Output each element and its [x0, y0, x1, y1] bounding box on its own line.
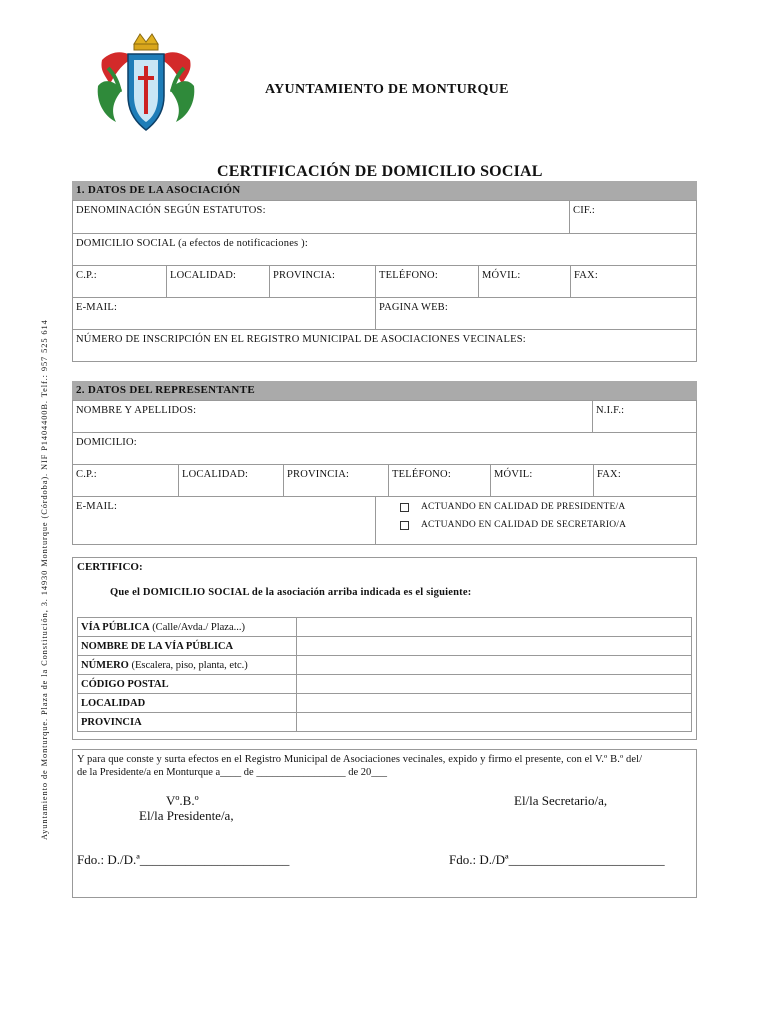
telefono-field[interactable]: TELÉFONO: — [375, 266, 478, 297]
address-label-text: VÍA PÚBLICA — [81, 621, 150, 633]
address-row — [78, 694, 692, 713]
nombre-field[interactable]: NOMBRE Y APELLIDOS: — [76, 405, 197, 416]
web-field[interactable]: PAGINA WEB: — [375, 298, 696, 329]
address-label-text: NÚMERO — [81, 659, 129, 671]
signature-presidente[interactable]: Fdo.: D./D.ª_______________________ — [77, 852, 290, 867]
option-presidente-label: ACTUANDO EN CALIDAD DE PRESIDENTE/A — [421, 502, 626, 512]
provincia-field[interactable]: PROVINCIA: — [269, 266, 375, 297]
address-row-label — [78, 637, 297, 656]
address-row-label — [78, 713, 297, 732]
address-table — [77, 617, 692, 732]
address-label-text: LOCALIDAD — [81, 697, 146, 709]
role-options — [375, 497, 696, 544]
registro-field[interactable]: NÚMERO DE INSCRIPCIÓN EN EL REGISTRO MUNICIPAL DE ASOCIACIONES VECINALES: — [76, 334, 526, 345]
option-secretario-label: ACTUANDO EN CALIDAD DE SECRETARIO/A — [421, 520, 627, 530]
address-value-field[interactable] — [297, 675, 692, 694]
section-representative — [72, 381, 697, 545]
address-row — [78, 675, 692, 694]
address-value-field[interactable] — [297, 694, 692, 713]
movil-field[interactable]: MÓVIL: — [478, 266, 570, 297]
address-row-label — [78, 675, 297, 694]
rep-cp-field[interactable]: C.P.: — [76, 469, 97, 480]
checkbox-presidente[interactable] — [400, 503, 409, 512]
address-row-label — [78, 656, 297, 675]
certifico-title: CERTIFICO: — [77, 561, 143, 573]
address-row — [78, 637, 692, 656]
option-secretario[interactable] — [400, 520, 693, 530]
rep-fax-field[interactable]: FAX: — [593, 465, 696, 496]
signature-box — [72, 749, 697, 898]
domicilio-social-field[interactable]: DOMICILIO SOCIAL (a efectos de notificaciones ): — [76, 238, 308, 249]
address-label-text: PROVINCIA — [81, 716, 142, 728]
vobo-label: Vº.B.º — [166, 793, 199, 808]
address-row-label — [78, 694, 297, 713]
cp-field[interactable]: C.P.: — [76, 270, 97, 281]
rep-movil-field[interactable]: MÓVIL: — [490, 465, 593, 496]
rep-localidad-field[interactable]: LOCALIDAD: — [178, 465, 283, 496]
address-hint-text: (Escalera, piso, planta, etc.) — [128, 659, 248, 671]
address-value-field[interactable] — [297, 713, 692, 732]
rep-email-field[interactable]: E-MAIL: — [76, 501, 118, 512]
address-hint-text: (Calle/Avda./ Plaza...) — [149, 621, 246, 633]
footer-text-2: de la Presidente/a en Monturque a____ de _________________ de 20___ — [77, 767, 387, 778]
coat-of-arms-icon — [94, 30, 198, 134]
cif-field[interactable]: CIF.: — [569, 201, 696, 233]
signature-secretario[interactable]: Fdo.: D./Dª________________________ — [449, 852, 665, 867]
org-name: AYUNTAMIENTO DE MONTURQUE — [265, 82, 509, 97]
certifico-statement: Que el DOMICILIO SOCIAL de la asociación arriba indicada es el siguiente: — [110, 587, 472, 598]
fax-field[interactable]: FAX: — [570, 266, 696, 297]
address-value-field[interactable] — [297, 618, 692, 637]
address-row — [78, 713, 692, 732]
section-association — [72, 181, 697, 362]
option-presidente[interactable] — [400, 502, 693, 512]
address-row-label — [78, 618, 297, 637]
rep-telefono-field[interactable]: TELÉFONO: — [388, 465, 490, 496]
address-value-field[interactable] — [297, 637, 692, 656]
address-row — [78, 656, 692, 675]
footer-text-1: Y para que conste y surta efectos en el Registro Municipal de Asociaciones vecinales, expido y firmo el presente, con el V.º B.º del/ — [77, 754, 643, 765]
secretario-label: El/la Secretario/a, — [514, 793, 608, 808]
address-row — [78, 618, 692, 637]
rep-domicilio-field[interactable]: DOMICILIO: — [76, 437, 137, 448]
address-value-field[interactable] — [297, 656, 692, 675]
certifico-box — [72, 557, 697, 740]
rep-provincia-field[interactable]: PROVINCIA: — [283, 465, 388, 496]
nif-field[interactable]: N.I.F.: — [592, 401, 696, 432]
checkbox-secretario[interactable] — [400, 521, 409, 530]
localidad-field[interactable]: LOCALIDAD: — [166, 266, 269, 297]
email-field[interactable]: E-MAIL: — [76, 302, 118, 313]
section-1-title: 1. DATOS DE LA ASOCIACIÓN — [72, 181, 697, 200]
address-label-text: CÓDIGO POSTAL — [81, 678, 169, 690]
presidente-label: El/la Presidente/a, — [139, 808, 234, 823]
denominacion-field[interactable]: DENOMINACIÓN SEGÚN ESTATUTOS: — [76, 205, 266, 216]
section-2-title: 2. DATOS DEL REPRESENTANTE — [72, 381, 697, 400]
address-label-text: NOMBRE DE LA VÍA PÚBLICA — [81, 640, 234, 652]
document-title: CERTIFICACIÓN DE DOMICILIO SOCIAL — [217, 163, 543, 180]
side-address-text: Ayuntamiento de Monturque. Plaza de la Constitución, 3. 14930 Monturque (Córdoba). NIF P1404400B. Telf.: 957 525 614 — [40, 319, 49, 840]
